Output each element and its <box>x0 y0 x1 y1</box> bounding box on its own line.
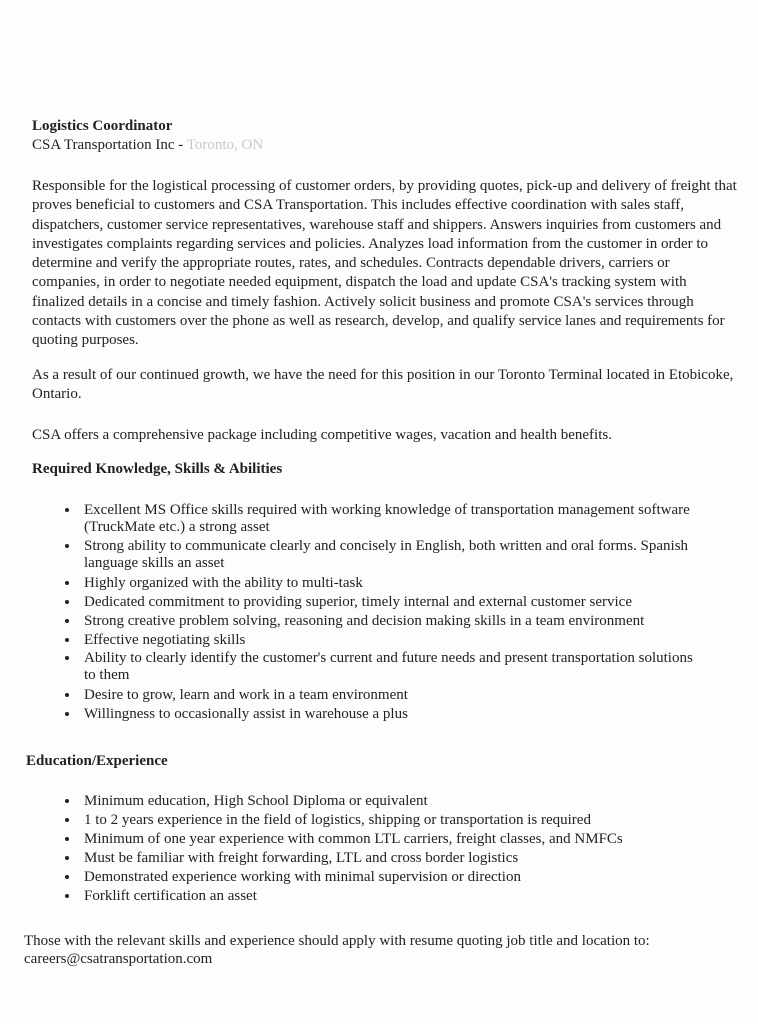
list-item: • Dedicated commitment to providing superior, timely internal and external customer service <box>80 593 700 612</box>
location: Toronto, ON <box>186 137 264 154</box>
education-section <box>26 752 734 906</box>
education-heading: Education/Experience <box>26 753 168 769</box>
list-item: • Strong creative problem solving, reasoning and decision making skills in a team environment <box>80 612 700 631</box>
skills-section <box>32 460 740 724</box>
description-paragraph: Responsible for the logistical processing of customer orders, by providing quotes, pick-up and delivery of freight that proves beneficial to customers and CSA Transportation. This includes effective coordination with sales staff, dispatchers, customer service representatives, warehouse staff and shippers. Answers inquiries from customers and investigates complaints regarding services and policies. Analyzes load information from the customer in order to determine and verify the appropriate routes, rates, and schedules. Contracts dependable drivers, carriers or companies, in order to negotiate needed equipment, dispatch the load and update CSA's tracking system with finalized details in a concise and timely fashion. Actively solicit business and promote CSA's services through contacts with customers over the phone as well as research, develop, and qualify service lanes and requirements for quoting purposes. <box>32 178 737 349</box>
list-item: • Demonstrated experience working with minimal supervision or direction <box>80 868 734 887</box>
list-item: • Minimum education, High School Diploma or equivalent <box>80 792 734 811</box>
list-item: • Desire to grow, learn and work in a team environment <box>80 686 700 705</box>
list-item: • Highly organized with the ability to multi-task <box>80 574 700 593</box>
list-item: • Willingness to occasionally assist in warehouse a plus <box>80 705 700 724</box>
closing-text: Those with the relevant skills and experience should apply with resume quoting job title and location to: <box>24 933 650 949</box>
list-item: • Effective negotiating skills <box>80 631 700 650</box>
education-list <box>26 792 734 906</box>
closing-paragraph <box>24 932 744 968</box>
benefits-paragraph: CSA offers a comprehensive package including competitive wages, vacation and health benefits. <box>32 427 612 443</box>
company-name: CSA Transportation Inc - <box>32 137 187 154</box>
header <box>32 117 740 156</box>
list-item: • Strong ability to communicate clearly and concisely in English, both written and oral forms. Spanish language skills an asset <box>80 538 700 572</box>
list-item: • Must be familiar with freight forwarding, LTL and cross border logistics <box>80 849 734 868</box>
list-item: • Minimum of one year experience with common LTL carriers, freight classes, and NMFCs <box>80 830 734 849</box>
growth-paragraph: As a result of our continued growth, we have the need for this position in our Toronto Terminal located in Etobicoke, Ontario. <box>32 367 734 403</box>
skills-list <box>32 502 740 724</box>
list-item: • Forklift certification an asset <box>80 887 734 906</box>
list-item: • Excellent MS Office skills required with working knowledge of transportation management software (TruckMate etc.) a strong asset <box>80 502 700 536</box>
company-line <box>32 136 740 155</box>
contact-email[interactable]: careers@csatransportation.com <box>24 951 213 967</box>
list-item: • Ability to clearly identify the customer's current and future needs and present transportation solutions to them <box>80 650 700 684</box>
list-item: • 1 to 2 years experience in the field of logistics, shipping or transportation is required <box>80 811 734 830</box>
job-title: Logistics Coordinator <box>32 118 173 134</box>
skills-heading: Required Knowledge, Skills & Abilities <box>32 461 283 477</box>
